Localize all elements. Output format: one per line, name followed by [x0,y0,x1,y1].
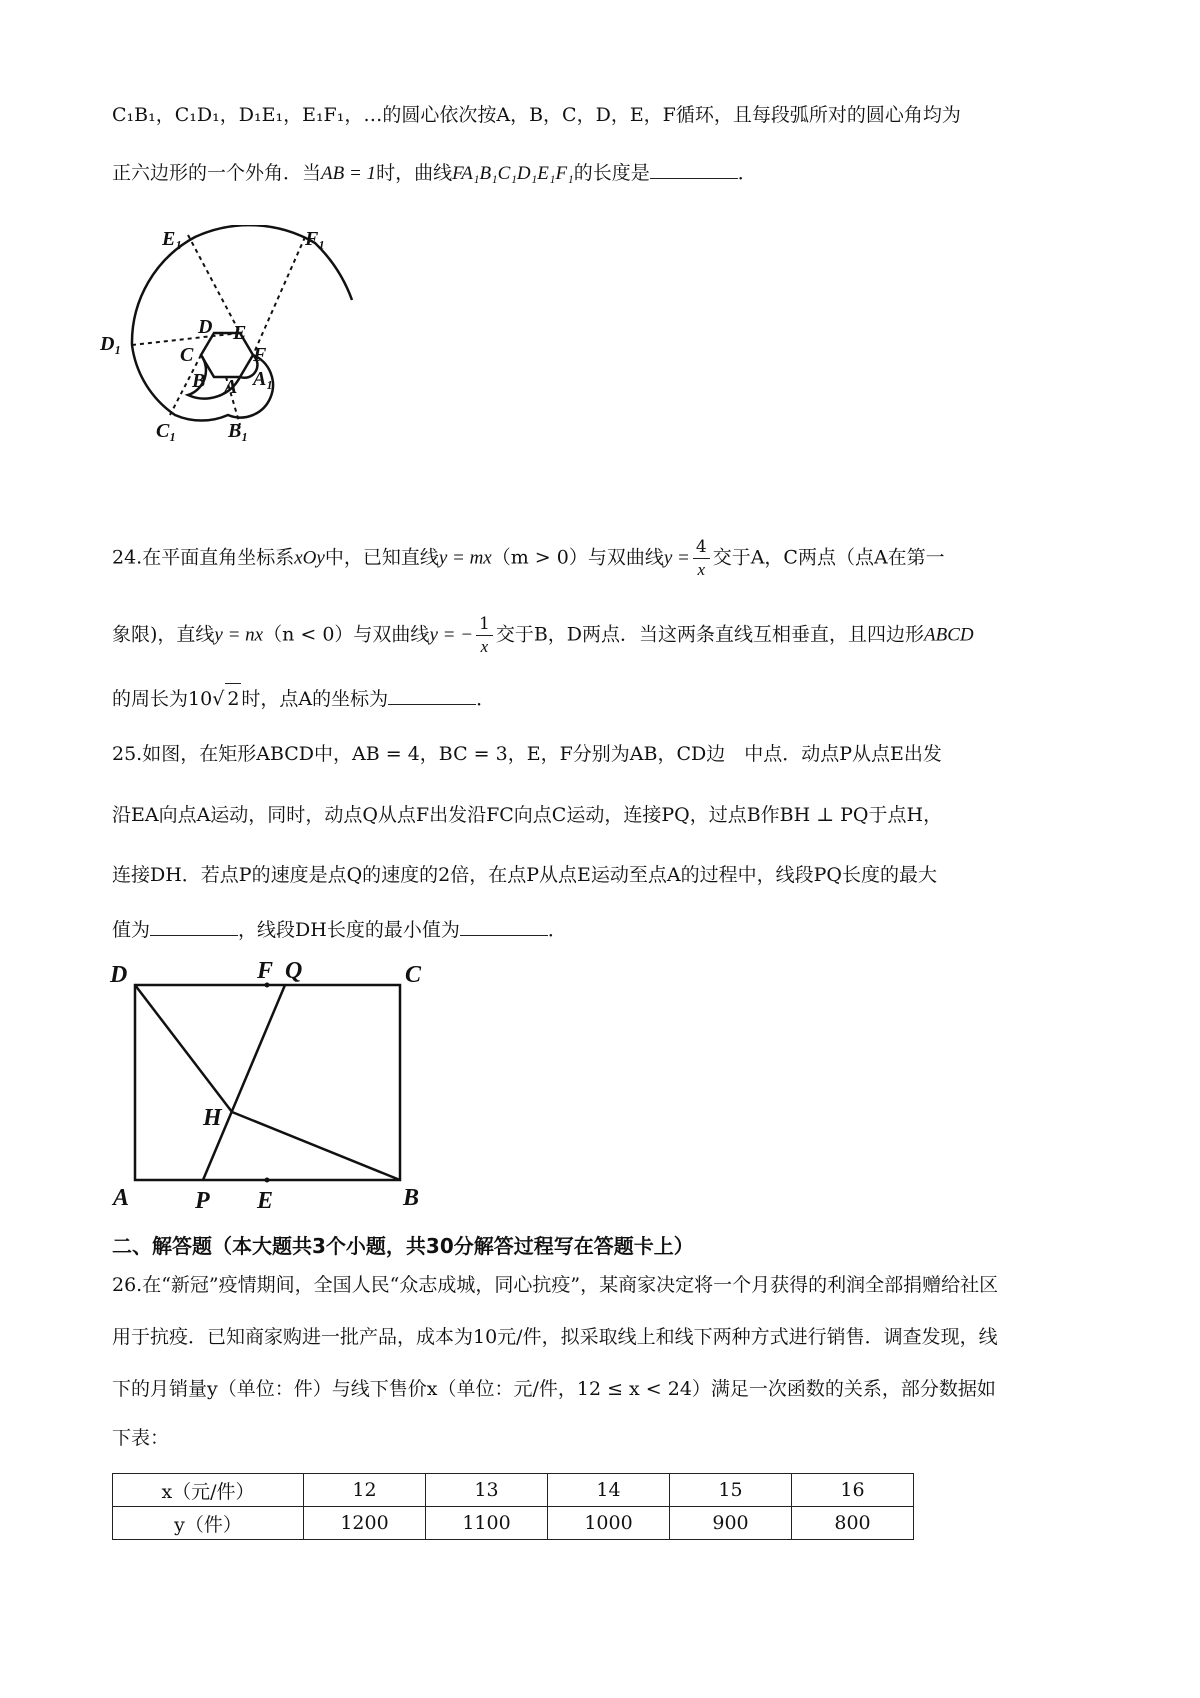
q24-text: （n < 0）与双曲线 [263,623,430,646]
label-c1: C₁ [156,420,177,442]
table-cell: 12 [304,1474,426,1507]
dashed-line [253,237,305,355]
q25-text: 25.如图，在矩形ABCD中，AB = 4，BC = 3，E，F分别为AB，CD边 中点．动点P从点E出发 [112,743,942,765]
label-b: B [403,1185,420,1211]
point-e-dot [265,1178,270,1183]
q24-line-2 [112,613,1100,658]
table-cell: 15 [670,1474,792,1507]
table-cell: 1200 [304,1507,426,1540]
q25-text: 值为 [112,919,151,941]
q24-math: y = − [429,624,474,646]
label-c: C [405,962,422,988]
q24-math: y = nx [214,624,264,646]
q26-line-3 [112,1374,1100,1404]
label-q: Q [285,960,303,984]
q25-line-2 [112,800,1100,830]
q24-math: xOy [294,547,325,569]
q23-text-2a: 正六边形的一个外角．当 [112,162,322,184]
price-sales-table [112,1473,914,1540]
rectangle-figure [105,960,435,1215]
q24-math: 10 [188,688,213,710]
label-p: P [195,1188,210,1214]
q23-text-1: C₁B₁，C₁D₁，D₁E₁，E₁F₁，…的圆心依次按A，B，C，D，E，F循环，且每段弧所对的圆心角均为 [112,104,961,126]
denominator: x [480,637,489,656]
label-a: A [113,1185,130,1211]
table-cell: 16 [792,1474,914,1507]
denominator: x [697,560,706,579]
q24-line-1 [112,536,1100,581]
table-header-cell: y（件） [113,1507,304,1540]
q25-text: ． [547,919,567,941]
q24-text: 中，已知直线 [324,546,439,569]
label-e: E [257,1188,274,1214]
q25-line-4 [112,915,1100,945]
table-cell: 13 [426,1474,548,1507]
q26-line-4 [112,1423,1100,1453]
q25-text: ，线段DH长度的最小值为 [238,919,460,941]
section-heading: 二、解答题（本大题共3个小题，共30分解答过程写在答题卡上） [112,1234,694,1258]
q26-text: 下的月销量y（单位：件）与线下售价x（单位：元/件，12 ≤ x < 24）满足一次函数的关系，部分数据如 [112,1378,996,1400]
q23-line-1 [112,100,1100,130]
q24-text: 象限)，直线 [112,623,215,646]
table-cell: 900 [670,1507,792,1540]
table-header-cell: x（元/件） [113,1474,304,1507]
q24-math: y = mx [438,547,492,569]
numerator: 4 [693,536,710,559]
q23-line-2 [112,158,1100,189]
dashed-line [188,235,240,333]
label-f: F [257,960,274,984]
q24-line-3: 的周长为10√ 2 时，点A的坐标为 ． [112,683,1100,714]
q23-text-2b: 时，曲线 [376,162,453,184]
q26-text: 用于抗疫．已知商家购进一批产品，成本为10元/件，拟采取线上和线下两种方式进行销售．调查发现，线 [112,1326,998,1348]
label-f1: F₁ [305,228,326,250]
label-c: C [180,344,194,366]
table-cell: 14 [548,1474,670,1507]
q24-text: 的周长为 [112,688,189,710]
q26-line-1 [112,1270,1100,1300]
table-row [113,1474,914,1507]
label-e: E [233,322,247,344]
q24-text: 交于A，C两点（点A在第一 [712,546,945,569]
table-row [113,1507,914,1540]
rectangle-abcd [135,985,400,1180]
table-cell: 800 [792,1507,914,1540]
label-e1: E₁ [162,228,183,250]
q24-text: 交于B，D两点．当这两条直线互相垂直，且四边形 [495,623,925,646]
segment-dh [135,985,232,1112]
spiral-figure [100,225,400,490]
label-b1: B₁ [228,420,249,442]
segment-pq [203,985,285,1180]
q23-curve-name: FA₁B₁C₁D₁E₁F₁ [452,163,574,184]
q24-answer-blank[interactable] [388,686,476,705]
table-cell: 1000 [548,1507,670,1540]
label-d: D [198,316,213,338]
segment-bh [232,1112,400,1180]
q23-text-2d: ． [737,162,757,184]
q25-text: 连接DH．若点P的速度是点Q的速度的2倍，在点P从点E运动至点A的过程中，线段PQ长度的最大 [112,864,937,886]
q25-text: 沿EA向点A运动，同时，动点Q从点F出发沿FC向点C运动，连接PQ，过点B作BH ⊥ PQ于点H， [112,804,943,826]
numerator: 1 [476,613,493,636]
q25-answer-blank-2[interactable] [460,917,548,936]
q25-answer-blank-1[interactable] [150,917,238,936]
label-a1: A₁ [253,368,274,390]
q24-text: （m > 0）与双曲线 [491,546,664,569]
q24-math: ABCD [924,624,974,646]
q26-text: 26.在“新冠”疫情期间，全国人民“众志成城，同心抗疫”，某商家决定将一个月获得的利润全部捐赠给社区 [112,1274,999,1296]
label-h: H [203,1105,222,1131]
label-a: A [224,376,238,398]
q25-line-3 [112,860,1100,890]
q24-text: 24.在平面直角坐标系 [112,546,295,569]
fraction-4-over-x [693,536,710,581]
label-d: D [110,962,128,988]
label-f: F [253,344,267,366]
q23-answer-blank[interactable] [650,160,738,179]
q25-line-1 [112,739,1100,769]
sqrt-radicand: 2 [225,683,241,714]
fraction-1-over-x [476,613,493,658]
q24-math: y = [663,547,690,569]
q24-text: ． [476,688,496,710]
label-d1: D₁ [100,333,122,355]
q26-line-2 [112,1322,1100,1352]
q24-text: 时，点A的坐标为 [241,688,389,710]
q26-text: 下表： [112,1427,170,1449]
label-b: B [192,370,206,392]
table-cell: 1100 [426,1507,548,1540]
q23-text-2c: 的长度是 [573,162,650,184]
q23-eq: AB = 1 [321,163,377,184]
